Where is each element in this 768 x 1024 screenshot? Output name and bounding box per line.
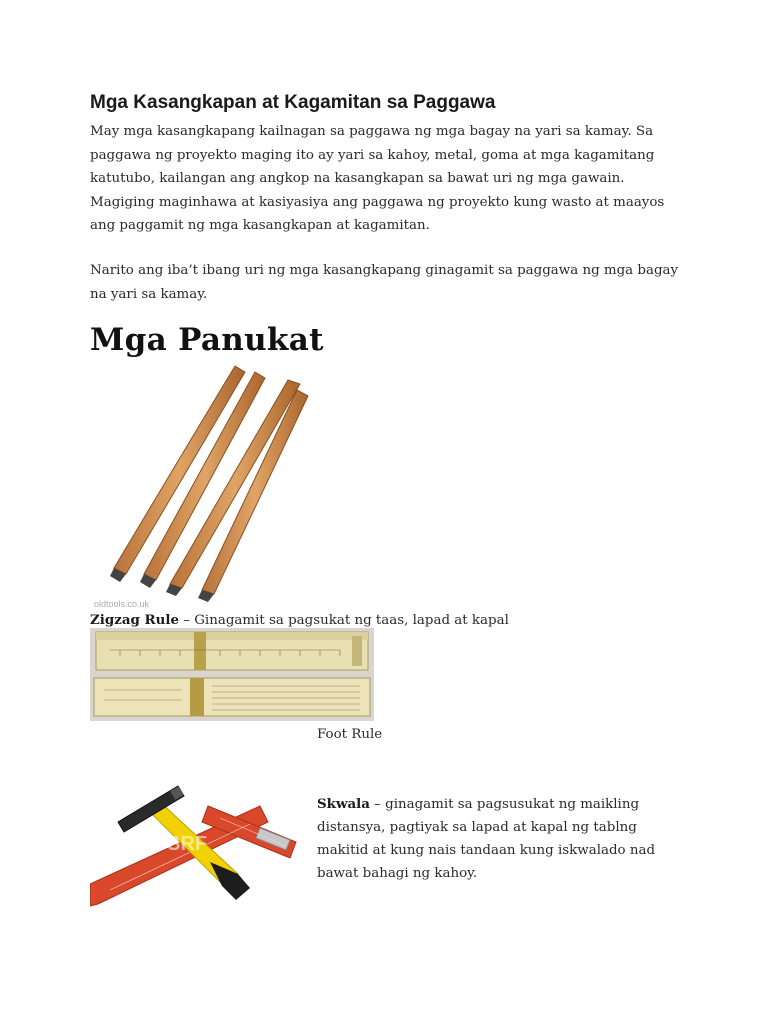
section-title: Mga Panukat	[90, 322, 324, 358]
skwala-illustration	[90, 766, 306, 915]
skwala-caption	[317, 793, 667, 885]
zigzag-watermark: oldtools.co.uk	[94, 599, 150, 609]
skwala-image	[90, 766, 306, 915]
skwala-separator: –	[369, 797, 386, 812]
skwala-description: ginagamit sa pagsusukat ng maikling distansya, pagtiyak sa lapad at kapal ng tablng makitid at kung nais tandaan kung iskwalado nad bawat bahagi ng kahoy.	[317, 797, 656, 881]
zigzag-separator: –	[179, 613, 195, 628]
foot-rule-bottom	[94, 678, 370, 716]
zigzag-rule-description: Ginagamit sa pagsukat ng taas, lapad at kapal	[194, 613, 509, 628]
foot-rule-image	[90, 628, 374, 721]
page-heading: Mga Kasangkapan at Kagamitan sa Paggawa	[90, 92, 496, 113]
zigzag-stick-2	[140, 372, 265, 588]
zigzag-rule-illustration	[90, 362, 315, 610]
intro-paragraph: May mga kasangkapang kailnagan sa paggawa ng mga bagay na yari sa kamay. Sa paggawa ng proyekto maging ito ay yari sa kahoy, metal, goma at mga kagamitang katutubo, kailangan ang angkop na kasangkapan sa bawat uri ng mga gawain. Magiging maginhawa at kasiyasiya ang paggawa ng proyekto kung wasto at maayos ang paggamit ng mga kasangkapan at kagamitan.	[90, 124, 665, 233]
zigzag-rule-term: Zigzag Rule	[90, 612, 180, 628]
list-intro-paragraph: Narito ang iba’t ibang uri ng mga kasangkapang ginagamit sa paggawa ng mga bagay na yari sa kamay.	[90, 263, 679, 302]
zigzag-rule-image	[90, 362, 315, 610]
foot-rule-top	[96, 632, 368, 670]
foot-rule-illustration	[90, 628, 374, 721]
skwala-term: Skwala	[317, 796, 370, 812]
skwala-watermark: C·SRF	[146, 833, 208, 855]
foot-rule-caption: Foot Rule	[317, 727, 383, 742]
